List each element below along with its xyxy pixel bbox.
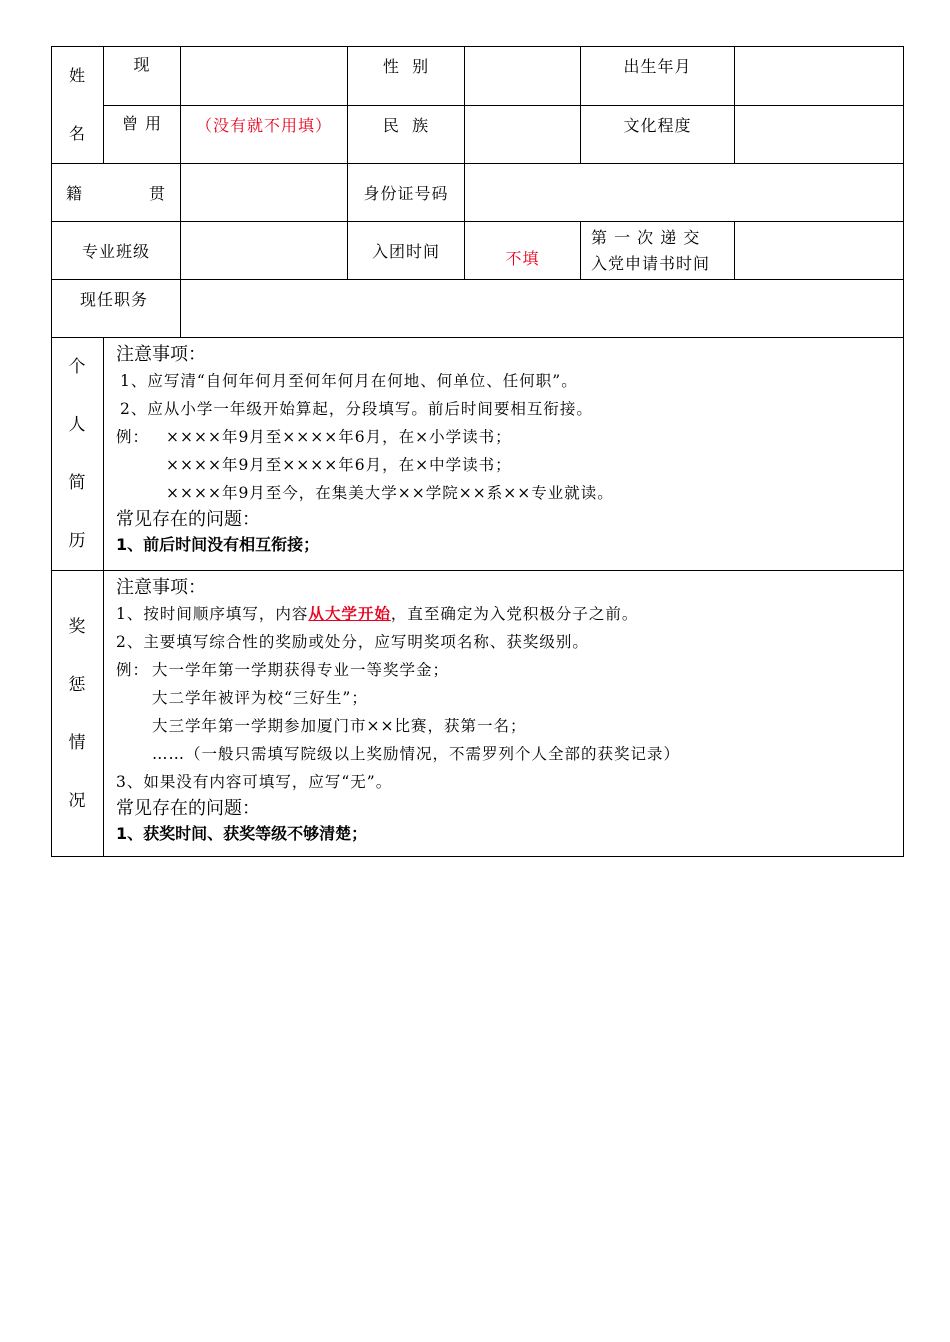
resume-side-char: 个 xyxy=(68,357,87,377)
awards-example-4: ……（一般只需填写院级以上奖励情况，不需罗列个人全部的获奖记录） xyxy=(152,745,681,763)
resume-problems-title: 常见存在的问题： xyxy=(116,509,260,530)
education-label: 文化程度 xyxy=(581,105,735,164)
resume-problem-1: 1、前后时间没有相互衔接； xyxy=(116,535,320,554)
native-place-char-1: 籍 xyxy=(66,184,84,203)
current-name-field[interactable] xyxy=(181,47,348,106)
resume-item-1: 1、应写清“自何年何月至何年何月在何地、何单位、任何职”。 xyxy=(120,372,578,390)
current-name-label: 现 xyxy=(104,47,181,106)
awards-item-3: 3、如果没有内容可填写，应写“无”。 xyxy=(116,773,393,791)
awards-side-label xyxy=(52,571,104,857)
name-label-char-1: 姓 xyxy=(68,66,86,85)
major-class-field[interactable] xyxy=(181,222,348,280)
registration-form-table xyxy=(51,46,904,857)
resume-example-3: ××××年9月至今，在集美大学××学院××系××专业就读。 xyxy=(166,484,614,502)
resume-example-1: 例： ××××年9月至××××年6月，在×小学读书； xyxy=(116,428,512,446)
resume-side-char: 简 xyxy=(68,473,87,493)
resume-notice-title: 注意事项： xyxy=(116,344,206,365)
awards-side-char: 奖 xyxy=(68,616,87,637)
awards-example-3: 大三学年第一学期参加厦门市××比赛，获第一名； xyxy=(152,717,527,735)
name-label-char-2: 名 xyxy=(68,124,86,143)
awards-side-char: 况 xyxy=(68,790,87,811)
major-class-label: 专业班级 xyxy=(52,222,181,280)
gender-field[interactable] xyxy=(465,47,581,106)
id-number-label: 身份证号码 xyxy=(348,164,465,222)
awards-problem-1: 1、获奖时间、获奖等级不够清楚； xyxy=(116,824,368,843)
first-application-field[interactable] xyxy=(735,222,904,280)
gender-label: 性 别 xyxy=(348,47,465,106)
first-application-label: 第 一 次 递 交 入党申请书时间 xyxy=(581,222,735,280)
native-place-char-2: 贯 xyxy=(148,184,166,203)
resume-section[interactable] xyxy=(104,338,904,571)
name-label-cell xyxy=(52,47,104,164)
awards-item-1: 1、按时间顺序填写，内容从大学开始，直至确定为入党积极分子之前。 xyxy=(116,605,639,623)
awards-problems-title: 常见存在的问题： xyxy=(116,798,260,819)
ethnicity-field[interactable] xyxy=(465,105,581,164)
native-place-field[interactable] xyxy=(181,164,348,222)
current-post-label: 现任职务 xyxy=(52,280,181,338)
former-name-note: （没有就不用填） xyxy=(195,115,332,135)
resume-side-char: 人 xyxy=(68,415,87,435)
native-place-label xyxy=(52,164,181,222)
awards-section[interactable] xyxy=(104,571,904,857)
resume-item-2: 2、应从小学一年级开始算起，分段填写。前后时间要相互衔接。 xyxy=(120,400,593,418)
awards-side-char: 情 xyxy=(68,732,87,753)
ethnicity-label: 民 族 xyxy=(348,105,465,164)
current-post-field[interactable] xyxy=(181,280,904,338)
awards-notice-title: 注意事项： xyxy=(116,577,206,598)
league-time-field[interactable] xyxy=(465,222,581,280)
former-name-label: 曾 用 xyxy=(104,105,181,164)
awards-example-2: 大二学年被评为校“三好生”； xyxy=(152,689,368,707)
awards-highlight: 从大学开始 xyxy=(308,605,391,623)
league-time-label: 入团时间 xyxy=(348,222,465,280)
resume-side-char: 历 xyxy=(68,531,87,551)
education-field[interactable] xyxy=(735,105,904,164)
awards-example-1: 例： 大一学年第一学期获得专业一等奖学金； xyxy=(116,661,450,679)
resume-example-2: ××××年9月至××××年6月，在×中学读书； xyxy=(166,456,512,474)
resume-side-label xyxy=(52,338,104,571)
awards-item-2: 2、主要填写综合性的奖励或处分，应写明奖项名称、获奖级别。 xyxy=(116,633,589,651)
birth-label: 出生年月 xyxy=(581,47,735,106)
awards-side-char: 惩 xyxy=(68,674,87,695)
former-name-field[interactable] xyxy=(181,105,348,164)
id-number-field[interactable] xyxy=(465,164,904,222)
league-time-note: 不填 xyxy=(505,249,540,268)
birth-field[interactable] xyxy=(735,47,904,106)
